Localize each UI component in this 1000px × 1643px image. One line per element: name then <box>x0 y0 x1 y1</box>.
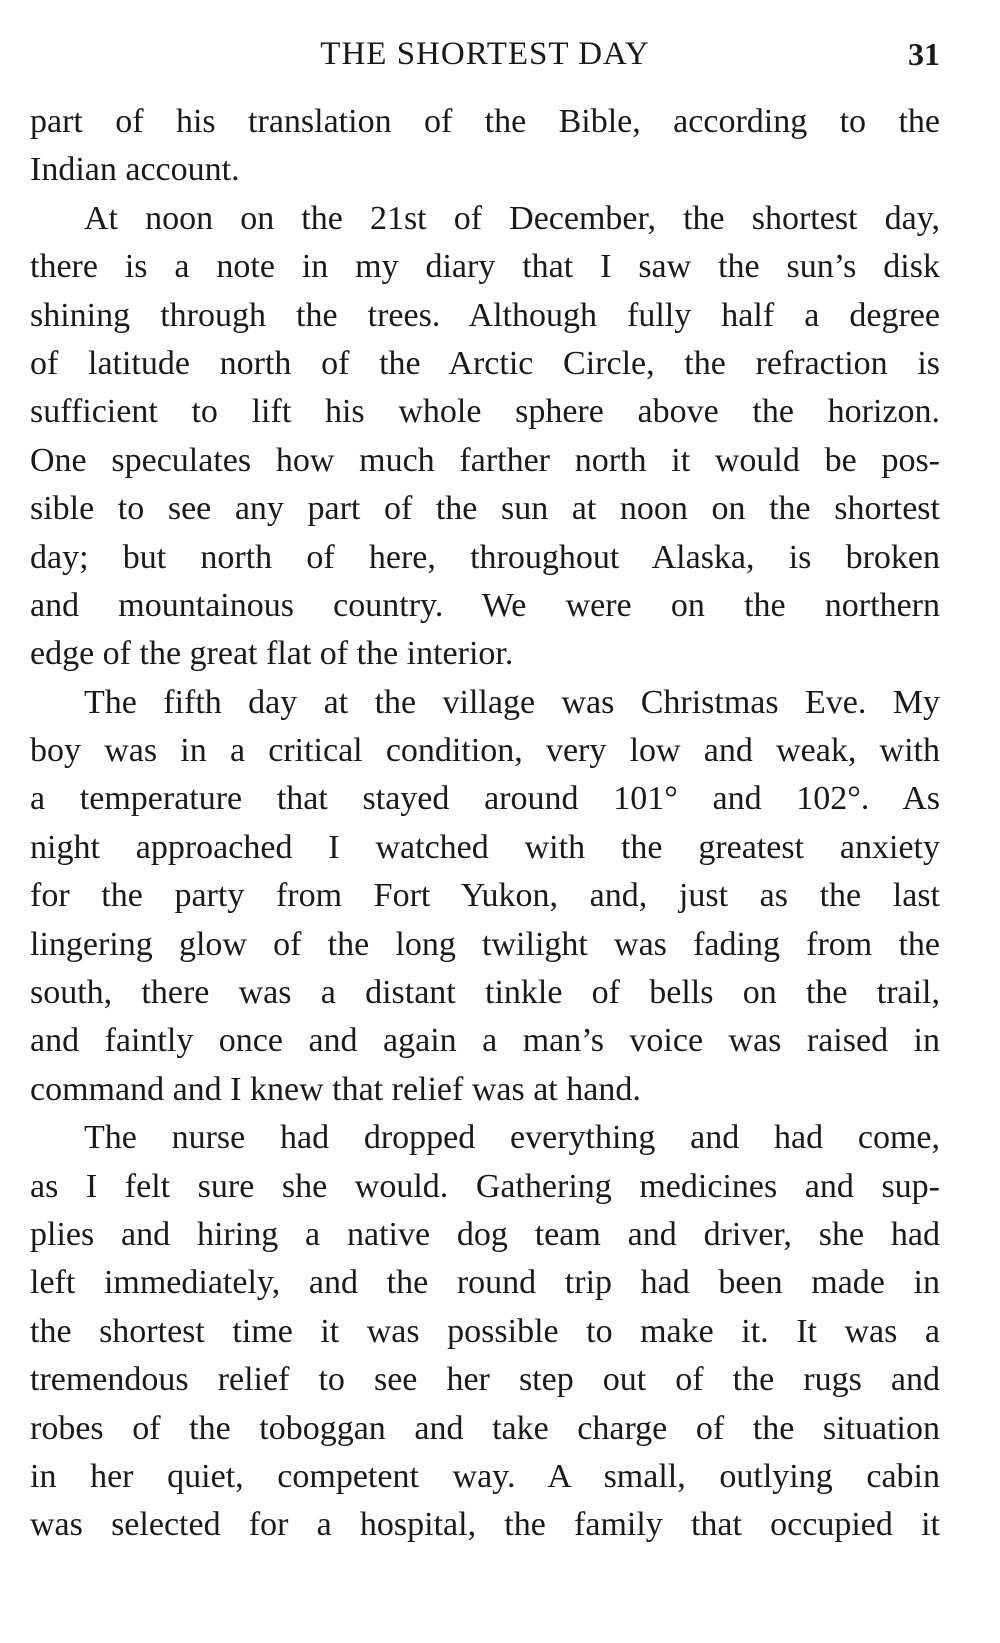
text-line: plies and hiring a native dog team and driver, she had <box>30 1215 940 1253</box>
text-line: shining through the trees. Although fully half a degree <box>30 296 940 334</box>
text-line: there is a note in my diary that I saw the sun’s disk <box>30 248 940 286</box>
text-line: One speculates how much farther north it would be pos- <box>30 441 940 479</box>
text-line: the shortest time it was possible to make it. It was a <box>30 1312 940 1350</box>
text-line: was selected for a hospital, the family that occupied it <box>30 1506 940 1544</box>
text-line: left immediately, and the round trip had been made in <box>30 1264 940 1302</box>
text-line: for the party from Fort Yukon, and, just as the last <box>30 877 940 915</box>
text-line: Indian account. <box>30 151 240 189</box>
page-number: 31 <box>908 36 940 72</box>
text-line: as I felt sure she would. Gathering medicines and sup- <box>30 1167 940 1205</box>
text-line: lingering glow of the long twilight was fading from the <box>30 925 940 963</box>
text-line: At noon on the 21st of December, the shortest day, <box>84 199 940 237</box>
text-line: and mountainous country. We were on the northern <box>30 586 940 624</box>
running-title: THE SHORTEST DAY <box>320 36 650 72</box>
text-line: boy was in a critical condition, very low and weak, with <box>30 732 940 770</box>
text-line: day; but north of here, throughout Alaska, is broken <box>30 538 940 576</box>
text-line: south, there was a distant tinkle of bells on the trail, <box>30 974 940 1012</box>
text-line: The nurse had dropped everything and had come, <box>84 1119 940 1157</box>
text-line: of latitude north of the Arctic Circle, the refraction is <box>30 344 940 382</box>
text-line: a temperature that stayed around 101° and 102°. As <box>30 780 940 818</box>
text-line: sufficient to lift his whole sphere above the horizon. <box>30 393 940 431</box>
text-line: and faintly once and again a man’s voice was raised in <box>30 1022 940 1060</box>
running-head <box>30 32 940 76</box>
body-text <box>30 98 940 1550</box>
text-line: part of his translation of the Bible, according to the <box>30 103 940 140</box>
book-page <box>30 0 940 1643</box>
text-line: The fifth day at the village was Christmas Eve. My <box>84 683 940 721</box>
text-line: edge of the great flat of the interior. <box>30 635 514 673</box>
text-line: tremendous relief to see her step out of the rugs and <box>30 1361 940 1399</box>
text-line: in her quiet, competent way. A small, outlying cabin <box>30 1457 940 1495</box>
text-line: command and I knew that relief was at hand. <box>30 1070 641 1108</box>
text-line: sible to see any part of the sun at noon on the shortest <box>30 490 940 528</box>
text-line: night approached I watched with the greatest anxiety <box>30 828 940 866</box>
text-line: robes of the toboggan and take charge of the situation <box>30 1409 940 1447</box>
